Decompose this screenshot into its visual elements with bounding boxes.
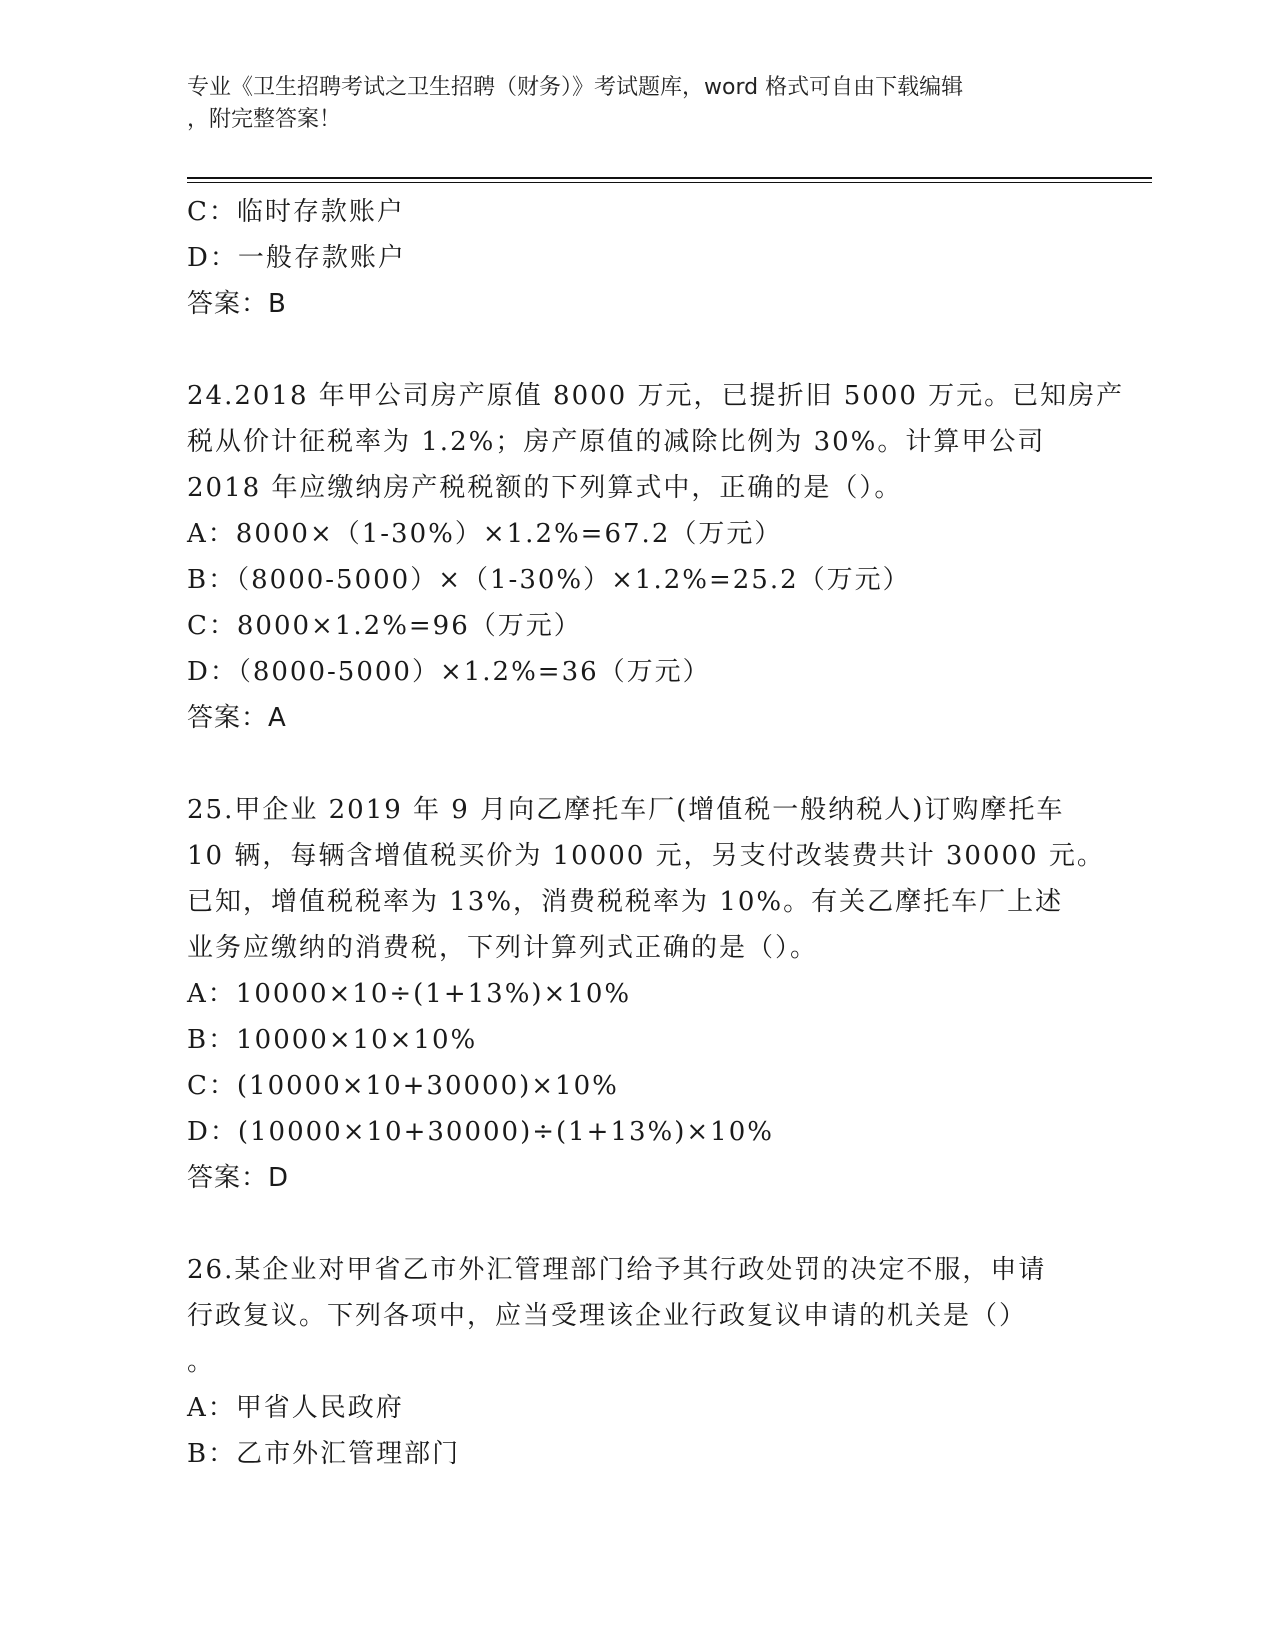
spacer — [187, 741, 1087, 787]
option-a: A：甲省人民政府 — [187, 1393, 404, 1423]
question-text-line: 25.甲企业 2019 年 9 月向乙摩托车厂(增值税一般纳税人)订购摩托车 — [187, 795, 1065, 825]
header-divider-thick — [187, 177, 1152, 179]
answer-line: 答案：A — [187, 703, 287, 733]
question-25 — [187, 787, 1105, 1201]
option-a: A：10000×10÷(1+13%)×10% — [187, 979, 632, 1009]
question-text-line: 已知，增值税税率为 13%，消费税税率为 10%。有关乙摩托车厂上述 — [187, 887, 1064, 917]
document-body — [187, 189, 1125, 1477]
previous-question-tail — [187, 189, 1087, 327]
header-line-2: ，附完整答案！ — [187, 107, 342, 132]
question-text-line: 24.2018 年甲公司房产原值 8000 万元，已提折旧 5000 万元。已知房产 — [187, 381, 1125, 411]
question-text-line: 行政复议。下列各项中，应当受理该企业行政复议申请的机关是（） — [187, 1301, 1028, 1331]
option-c: C：8000×1.2%=96（万元） — [187, 611, 582, 641]
question-24 — [187, 373, 1125, 741]
question-text-line: 。 — [187, 1347, 216, 1377]
option-b: B：10000×10×10% — [187, 1025, 478, 1055]
question-text-line: 税从价计征税率为 1.2%；房产原值的减除比例为 30%。计算甲公司 — [187, 427, 1046, 457]
header-divider-thin — [187, 182, 1152, 183]
option-c: C：(10000×10+30000)×10% — [187, 1071, 619, 1101]
document-header — [187, 72, 1087, 136]
answer-line: 答案：D — [187, 1163, 290, 1193]
question-text-line: 26.某企业对甲省乙市外汇管理部门给予其行政处罚的决定不服，申请 — [187, 1255, 1047, 1285]
question-text-line: 业务应缴纳的消费税，下列计算列式正确的是（）。 — [187, 933, 819, 963]
question-26 — [187, 1247, 1087, 1477]
option-d: D：(10000×10+30000)÷(1+13%)×10% — [187, 1117, 774, 1147]
option-d: D：（8000-5000）×1.2%=36（万元） — [187, 657, 711, 687]
option-b: B：乙市外汇管理部门 — [187, 1439, 461, 1469]
question-text-line: 10 辆，每辆含增值税买价为 10000 元，另支付改装费共计 30000 元。 — [187, 841, 1105, 871]
option-d: D：一般存款账户 — [187, 243, 406, 273]
header-line-1: 专业《卫生招聘考试之卫生招聘（财务）》考试题库，word 格式可自由下载编辑 — [187, 75, 964, 100]
option-a: A：8000×（1-30%）×1.2%=67.2（万元） — [187, 519, 783, 549]
question-text-line: 2018 年应缴纳房产税税额的下列算式中，正确的是（）。 — [187, 473, 903, 503]
spacer — [187, 1201, 1087, 1247]
answer-line: 答案：B — [187, 289, 287, 319]
option-c: C：临时存款账户 — [187, 197, 405, 227]
option-b: B：（8000-5000）×（1-30%）×1.2%=25.2（万元） — [187, 565, 911, 595]
spacer — [187, 327, 1087, 373]
